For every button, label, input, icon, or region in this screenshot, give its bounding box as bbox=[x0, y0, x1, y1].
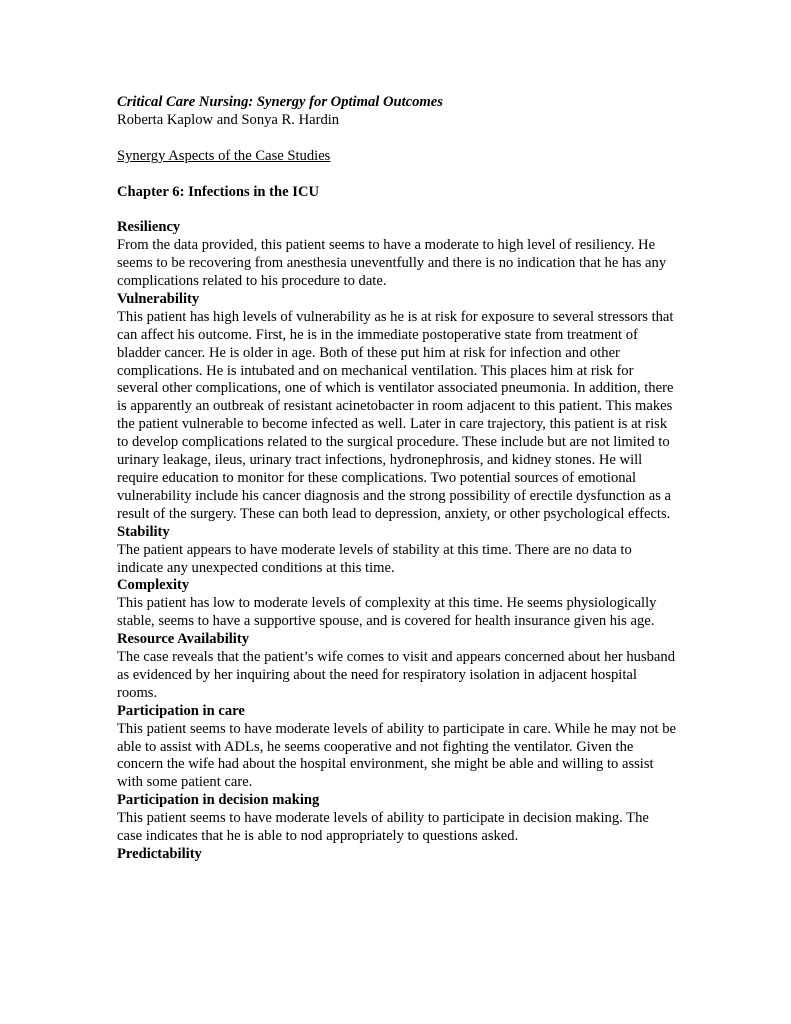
section-body: This patient has high levels of vulnerability as he is at risk for exposure to several stressors that can affect his outcome. First, he is in the immediate postoperative state from treatment of bladder cancer. He is older in age. Both of these put him at risk for infection and other complications. He is intubated and on mechanical ventilation. This places him at risk for several other complications, one of which is ventilator associated pneumonia. In addition, there is apparently an outbreak of resistant acinetobacter in room adjacent to this patient. This makes the patient vulnerable to become infected as well. Later in care trajectory, this patient is at risk to develop complications related to the surgical procedure. These include but are not limited to urinary leakage, ileus, urinary tract infections, hydronephrosis, and kidney stones. He will require education to monitor for these complications. Two potential sources of emotional vulnerability include his cancer diagnosis and the strong possibility of erectile dysfunction as a result of the surgery. These can both lead to depression, anxiety, or other psychological effects. bbox=[117, 308, 674, 522]
section-stability bbox=[117, 524, 677, 578]
spacer bbox=[117, 201, 677, 219]
authors: Roberta Kaplow and Sonya R. Hardin bbox=[117, 111, 340, 128]
section-heading: Stability bbox=[117, 523, 170, 540]
spacer bbox=[117, 166, 677, 184]
section-body: From the data provided, this patient seems to have a moderate to high level of resiliency. He seems to be recovering from anesthesia uneventfully and there is no indication that he has any complications related to his procedure to date. bbox=[117, 237, 667, 290]
section-resiliency bbox=[117, 219, 677, 291]
section-heading: Complexity bbox=[117, 577, 190, 594]
section-body: The patient appears to have moderate levels of stability at this time. There are no data to indicate any unexpected conditions at this time. bbox=[117, 541, 632, 576]
section-vulnerability bbox=[117, 291, 677, 524]
document-subtitle: Synergy Aspects of the Case Studies bbox=[117, 147, 331, 164]
section-body: The case reveals that the patient’s wife comes to visit and appears concerned about her husband as evidenced by her inquiring about the need for respiratory isolation in adjacent hospital rooms. bbox=[117, 649, 676, 701]
section-body: This patient seems to have moderate levels of ability to participate in decision making. The case indicates that he is able to nod appropriately to questions asked. bbox=[117, 810, 649, 845]
section-body: This patient has low to moderate levels of complexity at this time. He seems physiologically stable, seems to have a supportive spouse, and is covered for health insurance given his age. bbox=[117, 595, 657, 630]
section-participation-in-decision-making bbox=[117, 792, 677, 846]
spacer bbox=[117, 130, 677, 148]
chapter-heading: Chapter 6: Infections in the ICU bbox=[117, 183, 320, 200]
section-heading: Participation in care bbox=[117, 702, 245, 719]
section-heading: Vulnerability bbox=[117, 290, 200, 307]
section-complexity bbox=[117, 577, 677, 631]
section-heading: Predictability bbox=[117, 846, 202, 863]
section-predictability bbox=[117, 846, 677, 864]
section-heading: Resiliency bbox=[117, 219, 181, 236]
book-title: Critical Care Nursing: Synergy for Optimal Outcomes bbox=[117, 94, 443, 110]
document-page bbox=[117, 94, 677, 864]
section-heading: Resource Availability bbox=[117, 631, 250, 648]
section-participation-in-care bbox=[117, 703, 677, 793]
section-resource-availability bbox=[117, 631, 677, 703]
section-body: This patient seems to have moderate levels of ability to participate in care. While he may not be able to assist with ADLs, he seems cooperative and not fighting the ventilator. Given the concern the wife had about the hospital environment, she might be able and willing to assist with some patient care. bbox=[117, 720, 676, 791]
section-heading: Participation in decision making bbox=[117, 792, 320, 809]
